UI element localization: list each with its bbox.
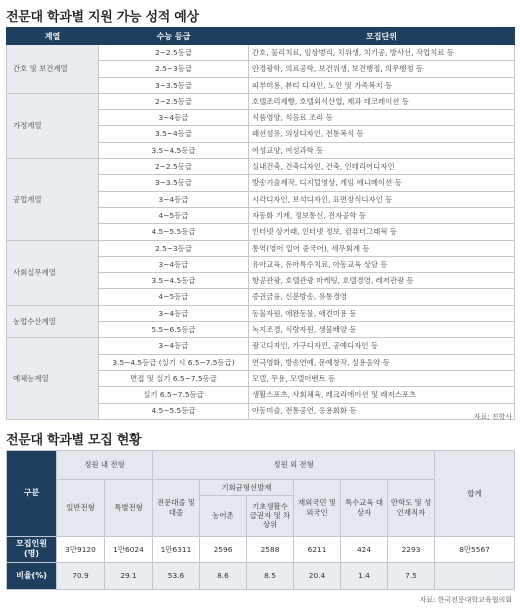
group-name-cell: 간호 및 보건계열 <box>7 45 99 94</box>
units-cell: 인터넷 상거래, 인터넷 정보, 컴퓨터그래픽 등 <box>249 224 515 240</box>
units-cell: 증권금융, 신문방송, 유통경영 <box>249 289 515 305</box>
grade-cell: 3.5~4.5등급 <box>99 273 249 289</box>
grade-estimate-table <box>6 27 515 420</box>
units-cell: 항공관광, 호텔관광 마케팅, 호텔경영, 레저관광 등 <box>249 273 515 289</box>
units-cell: 유아교육, 유아특수치료, 아동교육 상담 등 <box>249 256 515 272</box>
grade-cell: 면접 및 실기 6.5~7.5등급 <box>99 370 249 386</box>
units-cell: 아동미술, 전통공연, 응용회화 등 <box>249 403 515 419</box>
grade-table-row <box>7 159 515 175</box>
grade-table-title: 전문대 학과별 지원 가능 성적 예상 <box>6 10 199 25</box>
header-total: 합계 <box>435 451 515 537</box>
grade-table-row <box>7 305 515 321</box>
grade-cell: 2~2.5등급 <box>99 93 249 109</box>
ratio-graduates: 53.6 <box>153 563 200 590</box>
ratio-general: 70.9 <box>57 563 105 590</box>
group-name-cell: 공업계열 <box>7 159 99 240</box>
grade-cell: 4~5등급 <box>99 207 249 223</box>
units-cell: 안경광학, 의료공학, 보건위생, 보건행정, 의무행정 등 <box>249 61 515 77</box>
recruit-table-title: 전문대 학과별 모집 현황 <box>6 433 142 448</box>
units-cell: 모델, 무용, 모델이벤트 등 <box>249 370 515 386</box>
units-cell: 방송기술제작, 디지털영상, 게임 애니메이션 등 <box>249 175 515 191</box>
grade-cell: 3~4등급 <box>99 191 249 207</box>
ratio-basic-living: 8.5 <box>247 563 294 590</box>
recruit-special-education: 424 <box>341 536 388 563</box>
ratio-total <box>435 563 515 590</box>
grade-table-row <box>7 93 515 109</box>
row-label-recruit: 모집인원(명) <box>7 536 57 563</box>
header-outside-quota: 정원 외 전형 <box>153 451 435 480</box>
header-basic-living: 기초생활수급권자 및 차상위 <box>247 495 294 536</box>
recruit-status-table <box>6 450 515 590</box>
header-general: 일반전형 <box>57 479 105 536</box>
units-cell: 자동화 기계, 정보통신, 전자공학 등 <box>249 207 515 223</box>
recruit-special: 1만6024 <box>105 536 153 563</box>
row-label-ratio: 비율(%) <box>7 563 57 590</box>
grade-table-row <box>7 45 515 61</box>
recruit-count-row <box>7 536 515 563</box>
units-cell: 광고디자인, 가구디자인, 공예디자인 등 <box>249 338 515 354</box>
grade-cell: 5.5~6.5등급 <box>99 322 249 338</box>
recruit-table-source: 자료: 한국전문대학교육협의회 <box>419 596 512 604</box>
grade-table-source: 자료: 진학사 <box>473 413 512 421</box>
grade-cell: 3.5~4등급 <box>99 126 249 142</box>
grade-cell: 2.5~3등급 <box>99 240 249 256</box>
units-cell: 통역(영어 일어 중국어), 세무회계 등 <box>249 240 515 256</box>
group-name-cell: 가정계열 <box>7 93 99 158</box>
units-cell: 호텔조리제빵, 호텔외식산업, 제과 데코레이션 등 <box>249 93 515 109</box>
units-cell: 생활스포츠, 사회체육, 레크리에이션 및 레저스포츠 <box>249 387 515 403</box>
grade-cell: 4~5등급 <box>99 289 249 305</box>
units-cell: 연극영화, 방송연예, 문예창작, 실용음악 등 <box>249 354 515 370</box>
units-cell: 여성교양, 여성과학 등 <box>249 142 515 158</box>
header-special-education: 특수교육 대상자 <box>341 479 388 536</box>
ratio-row <box>7 563 515 590</box>
header-opportunity-balance: 기회균형선발제 <box>200 479 294 495</box>
units-cell: 동물자원, 애완동물, 애견미용 등 <box>249 305 515 321</box>
units-cell: 시각디자인, 보석디자인, 표면장식디자인 등 <box>249 191 515 207</box>
units-cell: 녹지조경, 식량자원, 생물배양 등 <box>249 322 515 338</box>
ratio-special-education: 1.4 <box>341 563 388 590</box>
recruit-late-learners: 2293 <box>388 536 435 563</box>
grade-table-body <box>7 45 515 420</box>
recruit-overseas: 6211 <box>294 536 341 563</box>
grade-cell: 2.5~3등급 <box>99 61 249 77</box>
recruit-total: 8만5567 <box>435 536 515 563</box>
header-units: 모집단위 <box>249 28 515 45</box>
grade-cell: 3~4등급 <box>99 256 249 272</box>
header-group: 계열 <box>7 28 99 45</box>
grade-table-row <box>7 338 515 354</box>
units-cell: 식품영양, 식음료 조리 등 <box>249 110 515 126</box>
ratio-late-learners: 7.5 <box>388 563 435 590</box>
grade-table-row <box>7 240 515 256</box>
header-overseas: 재외국민 및 외국인 <box>294 479 341 536</box>
grade-cell: 3~3.5등급 <box>99 175 249 191</box>
grade-cell: 3~3.5등급 <box>99 77 249 93</box>
recruit-graduates: 1만6311 <box>153 536 200 563</box>
ratio-special: 29.1 <box>105 563 153 590</box>
header-category: 구분 <box>7 451 57 537</box>
header-special: 특별전형 <box>105 479 153 536</box>
header-graduates: 전문대졸 및 대졸 <box>153 479 200 536</box>
recruit-basic-living: 2588 <box>247 536 294 563</box>
units-cell: 간호, 물리치료, 임상병리, 치위생, 치기공, 방사선, 작업치료 등 <box>249 45 515 61</box>
group-name-cell: 농업수산계열 <box>7 305 99 338</box>
header-inside-quota: 정원 내 전형 <box>57 451 153 480</box>
grade-cell: 실기 6.5~7.5등급 <box>99 387 249 403</box>
units-cell: 패션섬유, 의상디자인, 전통복식 등 <box>249 126 515 142</box>
grade-cell: 4.5~5.5등급 <box>99 403 249 419</box>
group-name-cell: 예체능계열 <box>7 338 99 419</box>
grade-cell: 3.5~4.5등급 (실기 시 6.5~7.5등급) <box>99 354 249 370</box>
grade-cell: 2~2.5등급 <box>99 159 249 175</box>
recruit-rural: 2596 <box>200 536 247 563</box>
header-late-learners: 만학도 및 성인재직자 <box>388 479 435 536</box>
group-name-cell: 사회실무계열 <box>7 240 99 305</box>
units-cell: 실내건축, 건축디자인, 건축, 인테리어디자인 <box>249 159 515 175</box>
header-rural: 농어촌 <box>200 495 247 536</box>
units-cell: 피부미용, 뷰티 디자인, 노인 및 가족복지 등 <box>249 77 515 93</box>
grade-cell: 3~4등급 <box>99 110 249 126</box>
grade-cell: 2~2.5등급 <box>99 45 249 61</box>
ratio-rural: 8.6 <box>200 563 247 590</box>
grade-cell: 4.5~5.5등급 <box>99 224 249 240</box>
ratio-overseas: 20.4 <box>294 563 341 590</box>
grade-cell: 3~4등급 <box>99 305 249 321</box>
grade-cell: 3.5~4.5등급 <box>99 142 249 158</box>
grade-cell: 3~4등급 <box>99 338 249 354</box>
header-grade: 수능 등급 <box>99 28 249 45</box>
recruit-general: 3만9120 <box>57 536 105 563</box>
